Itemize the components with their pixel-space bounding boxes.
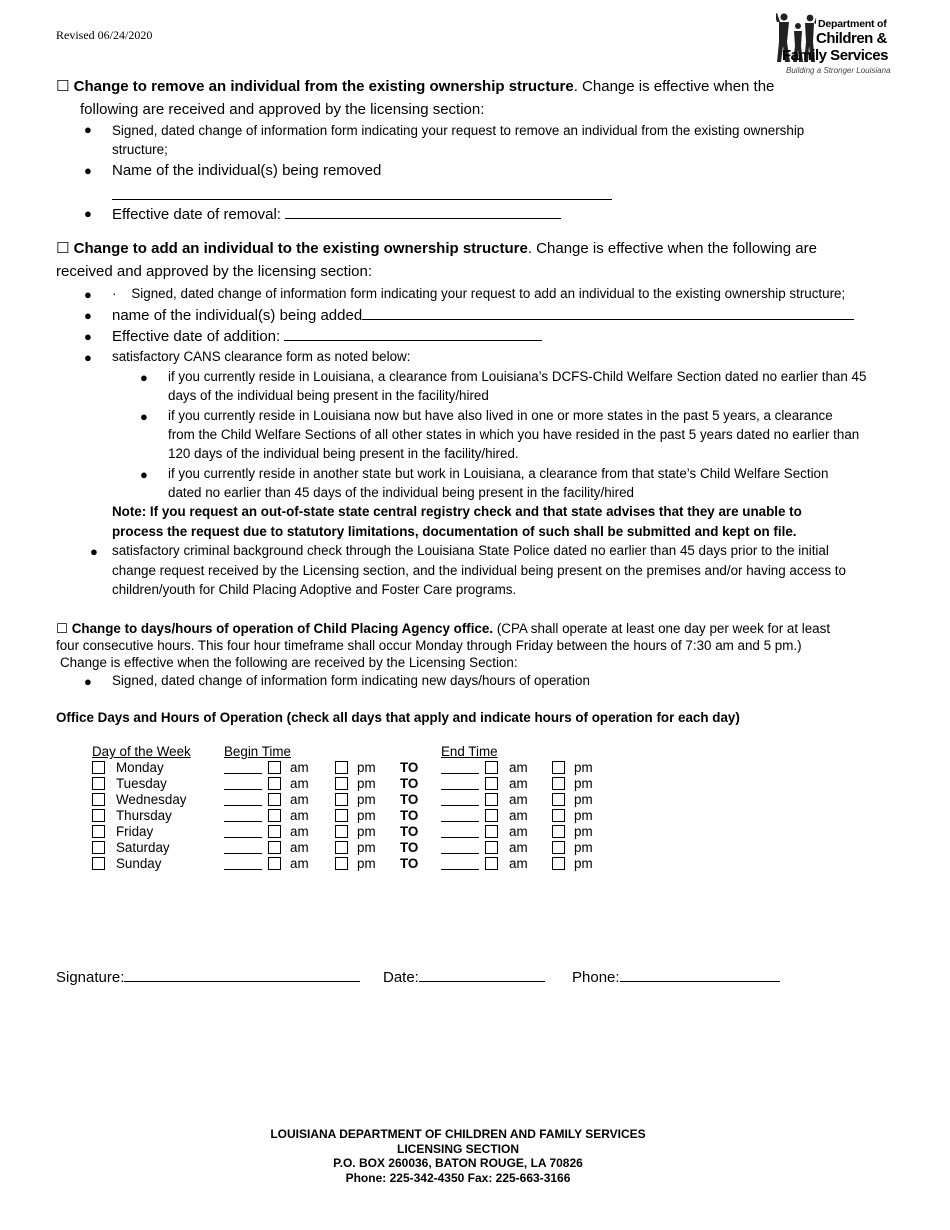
col-day-of-week: Day of the Week	[92, 744, 191, 759]
remove-checkbox[interactable]: ☐	[56, 78, 70, 95]
end-pm-checkbox[interactable]	[552, 809, 565, 822]
day-label: Wednesday	[116, 792, 187, 807]
hours-row-sunday	[92, 856, 612, 872]
pm-label: pm	[574, 840, 593, 855]
add-item-1-text: Signed, dated change of information form indicating your request to add an individual to the existing ownership structure;	[131, 286, 846, 301]
hours-row-thursday	[92, 808, 612, 824]
pm-label: pm	[357, 808, 376, 823]
to-label: TO	[400, 760, 419, 775]
cans-sub-3-line1: if you currently reside in another state but work in Louisiana, a clearance from that state’s Child Welfare Section	[168, 466, 829, 481]
date-label: Date:	[383, 969, 419, 986]
am-label: am	[290, 840, 309, 855]
begin-am-checkbox[interactable]	[268, 809, 281, 822]
day-checkbox[interactable]	[92, 777, 105, 790]
added-individual-label: name of the individual(s) being added	[112, 307, 363, 324]
begin-pm-checkbox[interactable]	[335, 857, 348, 870]
am-label: am	[290, 856, 309, 871]
hours-intro-text: (CPA shall operate at least one day per week for at least	[493, 621, 831, 636]
col-begin-time: Begin Time	[224, 744, 291, 759]
bullet-icon: ●	[84, 206, 92, 221]
am-label: am	[509, 792, 528, 807]
begin-time-field[interactable]	[224, 805, 262, 806]
cans-sub-1-line1: if you currently reside in Louisiana, a clearance from Louisiana’s DCFS-Child Welfare Section dated no earlier than 45	[168, 369, 867, 384]
hours-intro-line2: four consecutive hours. This four hour timeframe shall occur Monday through Friday between the hours of 7:30 am and 5 pm.)	[56, 638, 802, 653]
hours-item-1: Signed, dated change of information form indicating new days/hours of operation	[112, 673, 590, 688]
hours-section-intro	[56, 620, 830, 637]
footer-section: LICENSING SECTION	[396, 1141, 519, 1156]
logo-line-family-services: Family Services	[782, 47, 888, 64]
add-item-2	[112, 304, 854, 327]
addition-date-label: Effective date of addition:	[112, 328, 285, 345]
removal-date-label: Effective date of removal:	[112, 206, 286, 223]
logo-tagline: Building a Stronger Louisiana	[786, 66, 891, 75]
end-am-checkbox[interactable]	[485, 761, 498, 774]
to-label: TO	[400, 808, 419, 823]
to-label: TO	[400, 824, 419, 839]
begin-am-checkbox[interactable]	[268, 777, 281, 790]
bullet-icon: ●	[84, 308, 92, 323]
begin-time-field[interactable]	[224, 789, 262, 790]
add-item-5-line1: satisfactory criminal background check through the Louisiana State Police dated no earlier than 45 days prior to the initial	[112, 543, 829, 558]
begin-am-checkbox[interactable]	[268, 825, 281, 838]
to-label: TO	[400, 776, 419, 791]
am-label: am	[290, 824, 309, 839]
remove-item-1-line2: structure;	[112, 142, 168, 157]
remove-item-1-line1: Signed, dated change of information form indicating your request to remove an individual from the existing ownership	[112, 123, 805, 138]
remove-intro-text: . Change is effective when the	[573, 78, 775, 95]
bullet-icon: ●	[84, 329, 92, 344]
day-label: Tuesday	[116, 776, 167, 791]
signature-field[interactable]	[124, 966, 360, 982]
remove-section-heading: Change to remove an individual from the existing ownership structure	[73, 78, 574, 95]
add-checkbox[interactable]: ☐	[56, 240, 70, 257]
bullet-icon: ●	[84, 163, 92, 178]
begin-pm-checkbox[interactable]	[335, 793, 348, 806]
add-item-5-line2: change request received by the Licensing section, and the individual being present on the premises and/or having access to	[112, 563, 846, 578]
pm-label: pm	[574, 856, 593, 871]
hours-intro-line3: Change is effective when the following are received by the Licensing Section:	[60, 655, 518, 670]
day-checkbox[interactable]	[92, 857, 105, 870]
remove-item-3	[112, 203, 561, 226]
pm-label: pm	[357, 824, 376, 839]
footer-address	[0, 1127, 916, 1185]
pm-label: pm	[357, 776, 376, 791]
footer-po-box: P.O. BOX 260036, BATON ROUGE, LA 70826	[333, 1156, 583, 1170]
phone-label: Phone:	[572, 969, 620, 986]
bullet-icon: ●	[140, 467, 148, 482]
end-time-field[interactable]	[441, 821, 479, 822]
dcfs-logo	[776, 10, 891, 78]
begin-time-field[interactable]	[224, 773, 262, 774]
hours-row-saturday	[92, 840, 612, 856]
to-label: TO	[400, 840, 419, 855]
end-am-checkbox[interactable]	[485, 841, 498, 854]
day-label: Friday	[116, 824, 154, 839]
am-label: am	[509, 776, 528, 791]
pm-label: pm	[574, 776, 593, 791]
end-am-checkbox[interactable]	[485, 857, 498, 870]
day-label: Monday	[116, 760, 164, 775]
logo-line-children: Children &	[816, 30, 887, 47]
signature-label: Signature:	[56, 969, 125, 986]
am-label: am	[290, 808, 309, 823]
day-label: Sunday	[116, 856, 162, 871]
footer-phone-fax: Phone: 225-342-4350 Fax: 225-663-3166	[345, 1170, 571, 1185]
am-label: am	[509, 760, 528, 775]
add-intro-text: . Change is effective when the following are	[527, 240, 817, 257]
col-end-time: End Time	[441, 744, 498, 759]
begin-time-field[interactable]	[224, 837, 262, 838]
begin-am-checkbox[interactable]	[268, 857, 281, 870]
begin-am-checkbox[interactable]	[268, 761, 281, 774]
to-label: TO	[400, 856, 419, 871]
remove-intro-line2: following are received and approved by the licensing section:	[80, 101, 485, 118]
am-label: am	[290, 776, 309, 791]
add-item-1	[112, 284, 845, 303]
end-am-checkbox[interactable]	[485, 777, 498, 790]
add-section-heading: Change to add an individual to the existing ownership structure	[73, 240, 528, 257]
day-checkbox[interactable]	[92, 809, 105, 822]
day-checkbox[interactable]	[92, 841, 105, 854]
begin-pm-checkbox[interactable]	[335, 841, 348, 854]
hours-section-heading: Change to days/hours of operation of Child Placing Agency office.	[71, 621, 494, 636]
bullet-icon: ●	[84, 674, 92, 689]
end-time-field[interactable]	[441, 773, 479, 774]
begin-pm-checkbox[interactable]	[335, 809, 348, 822]
office-hours-title: Office Days and Hours of Operation (check all days that apply and indicate hours of operation for each day)	[56, 710, 740, 725]
begin-time-field[interactable]	[224, 869, 262, 870]
add-section-intro	[56, 238, 817, 260]
end-pm-checkbox[interactable]	[552, 825, 565, 838]
pm-label: pm	[357, 840, 376, 855]
end-am-checkbox[interactable]	[485, 793, 498, 806]
hours-row-tuesday	[92, 776, 612, 792]
note-line2: process the request due to statutory limitations, documentation of such shall be submitted and kept on file.	[112, 524, 797, 539]
middle-dot-icon: ·	[112, 286, 117, 301]
date-row	[383, 966, 545, 986]
end-pm-checkbox[interactable]	[552, 793, 565, 806]
end-time-field[interactable]	[441, 805, 479, 806]
date-field[interactable]	[419, 966, 545, 982]
begin-pm-checkbox[interactable]	[335, 777, 348, 790]
begin-pm-checkbox[interactable]	[335, 761, 348, 774]
am-label: am	[290, 760, 309, 775]
add-intro-line2: received and approved by the licensing section:	[56, 263, 373, 280]
removed-individual-name-field[interactable]	[112, 199, 612, 200]
pm-label: pm	[574, 808, 593, 823]
bullet-icon: ●	[140, 370, 148, 385]
am-label: am	[509, 808, 528, 823]
begin-time-field[interactable]	[224, 821, 262, 822]
am-label: am	[509, 824, 528, 839]
signature-row	[56, 966, 360, 986]
end-am-checkbox[interactable]	[485, 825, 498, 838]
end-time-field[interactable]	[441, 869, 479, 870]
note-line1: Note: If you request an out-of-state state central registry check and that state advises that they are unable to	[112, 504, 802, 519]
day-checkbox[interactable]	[92, 793, 105, 806]
added-individual-name-field[interactable]	[362, 304, 854, 320]
begin-pm-checkbox[interactable]	[335, 825, 348, 838]
end-am-checkbox[interactable]	[485, 809, 498, 822]
hours-row-monday	[92, 760, 612, 776]
hours-row-friday	[92, 824, 612, 840]
end-pm-checkbox[interactable]	[552, 777, 565, 790]
cans-sub-2-line3: 120 days of the individual being present in the facility/hired.	[168, 446, 519, 461]
end-time-field[interactable]	[441, 837, 479, 838]
am-label: am	[509, 856, 528, 871]
hours-row-wednesday	[92, 792, 612, 808]
logo-line-department: Department of	[818, 18, 887, 30]
hours-checkbox[interactable]: ☐	[56, 621, 69, 636]
end-pm-checkbox[interactable]	[552, 841, 565, 854]
bullet-icon: ●	[140, 409, 148, 424]
cans-sub-2-line1: if you currently reside in Louisiana now but have also lived in one or more states in the past 5 years, a clearance	[168, 408, 833, 423]
end-time-field[interactable]	[441, 789, 479, 790]
bullet-icon: ●	[84, 122, 92, 137]
phone-row	[572, 966, 780, 986]
removal-date-field[interactable]	[285, 203, 561, 219]
pm-label: pm	[357, 760, 376, 775]
am-label: am	[509, 840, 528, 855]
day-checkbox[interactable]	[92, 825, 105, 838]
bullet-icon: ●	[84, 350, 92, 365]
addition-date-field[interactable]	[284, 325, 542, 341]
bullet-icon: ●	[84, 287, 92, 302]
footer-agency: LOUISIANA DEPARTMENT OF CHILDREN AND FAMILY SERVICES	[270, 1127, 646, 1141]
add-item-5-line3: children/youth for Child Placing Adoptive and Foster Care programs.	[112, 582, 517, 597]
cans-sub-2-line2: from the Child Welfare Sections of all other states in which you have resided in the past 5 years dated no earlier than	[168, 427, 860, 442]
bullet-icon: ●	[90, 544, 98, 559]
end-pm-checkbox[interactable]	[552, 761, 565, 774]
to-label: TO	[400, 792, 419, 807]
remove-section-intro	[56, 76, 774, 98]
phone-field[interactable]	[620, 966, 780, 982]
cans-sub-1-line2: days of the individual being present in the facility/hired	[168, 388, 489, 403]
pm-label: pm	[574, 824, 593, 839]
add-item-3	[112, 325, 542, 348]
cans-sub-3-line2: dated no earlier than 45 days of the individual being present in the facility/hired	[168, 485, 634, 500]
end-pm-checkbox[interactable]	[552, 857, 565, 870]
pm-label: pm	[574, 792, 593, 807]
pm-label: pm	[357, 856, 376, 871]
begin-am-checkbox[interactable]	[268, 793, 281, 806]
add-item-4: satisfactory CANS clearance form as noted below:	[112, 349, 411, 364]
day-checkbox[interactable]	[92, 761, 105, 774]
pm-label: pm	[574, 760, 593, 775]
begin-time-field[interactable]	[224, 853, 262, 854]
end-time-field[interactable]	[441, 853, 479, 854]
pm-label: pm	[357, 792, 376, 807]
day-label: Thursday	[116, 808, 172, 823]
begin-am-checkbox[interactable]	[268, 841, 281, 854]
am-label: am	[290, 792, 309, 807]
remove-item-2: Name of the individual(s) being removed	[112, 162, 382, 179]
revision-date: Revised 06/24/2020	[56, 28, 153, 42]
day-label: Saturday	[116, 840, 170, 855]
